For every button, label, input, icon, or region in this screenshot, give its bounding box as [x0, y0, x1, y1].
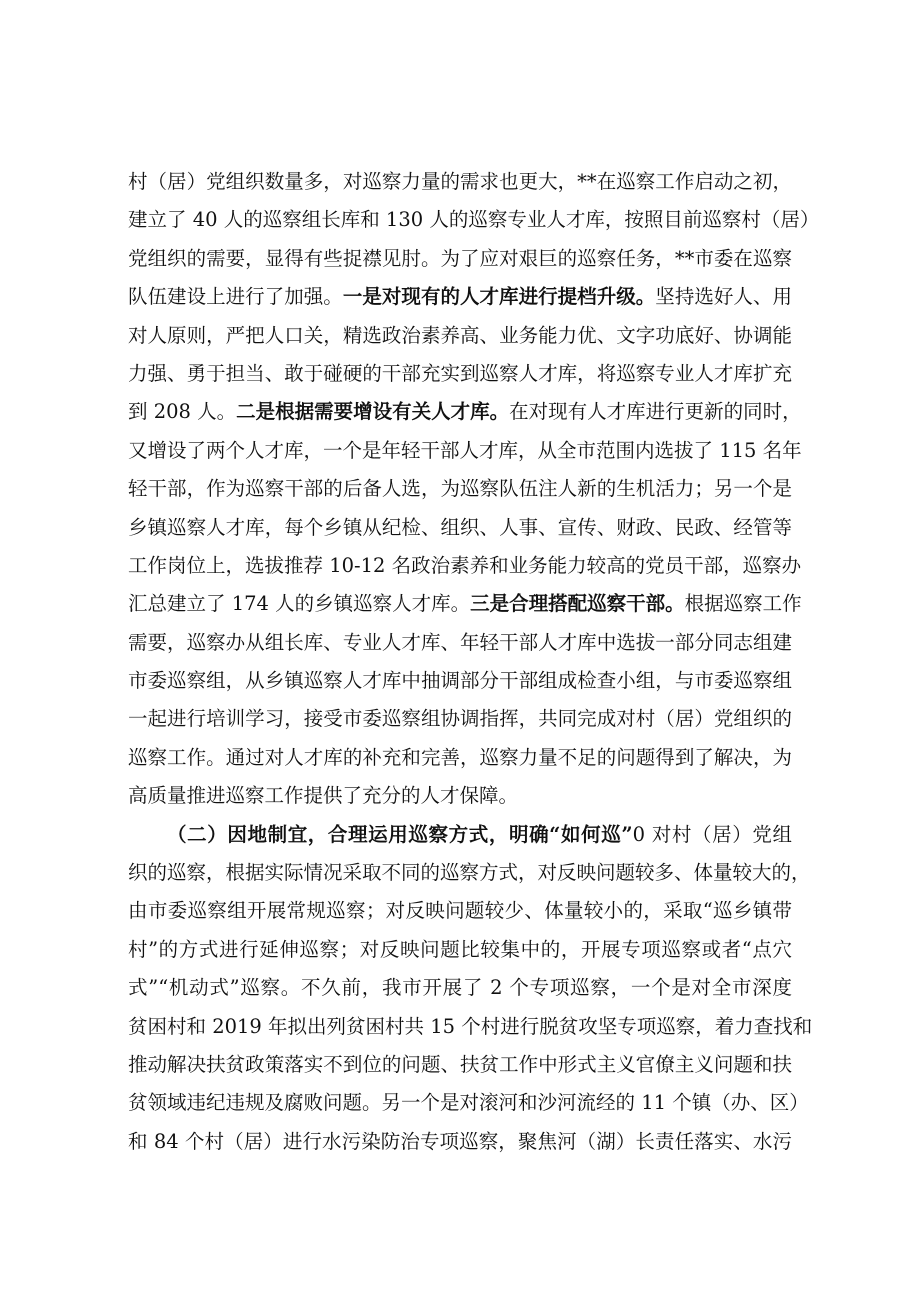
text-line: 式”“机动式”巡察。不久前，我市开展了 2 个专项巡察，一个是对全市深度	[128, 976, 792, 1000]
text-line: 队伍建设上进行了加强。一是对现有的人才库进行提档升级。坚持选好人、用	[128, 285, 792, 309]
text-line: 党组织的需要，显得有些捉襟见肘。为了应对艰巨的巡察任务，**市委在巡察	[128, 246, 792, 270]
text-line: 村（居）党组织数量多，对巡察力量的需求也更大，**在巡察工作启动之初，	[128, 170, 792, 193]
text-line: 轻干部，作为巡察干部的后备人选，为巡察队伍注人新的生机活力；另一个是	[128, 477, 792, 501]
text-line: 市委巡察组，从乡镇巡察人才库中抽调部分干部组成检查小组，与市委巡察组	[128, 669, 792, 693]
bold-heading: 三是合理搭配巡察干部。	[470, 592, 685, 616]
text-line: 到 208 人。二是根据需要增设有关人才库。在对现有人才库进行更新的同时，	[128, 400, 802, 424]
text-line: 一起进行培训学习，接受市委巡察组协调指挥，共同完成对村（居）党组织的	[128, 707, 792, 731]
text-line: 高质量推进巡察工作提供了充分的人才保障。	[128, 784, 519, 808]
text-line: 汇总建立了 174 人的乡镇巡察人才库。三是合理搭配巡察干部。根据巡察工作	[128, 592, 802, 616]
text-line: 贫领域违纪违规及腐败问题。另一个是对滚河和沙河流经的 11 个镇（办、区）	[128, 1091, 809, 1115]
text-line: 对人原则，严把人口关，精选政治素养高、业务能力优、文字功底好、协调能	[128, 323, 792, 347]
text-line: 建立了 40 人的巡察组长库和 130 人的巡察专业人才库，按照目前巡察村（居）	[128, 208, 820, 232]
section-heading-line: （二）因地制宜，合理运用巡察方式，明确“如何巡”0 对村（居）党组	[167, 822, 793, 846]
section-heading: （二）因地制宜，合理运用巡察方式，明确“如何巡”	[167, 822, 633, 846]
text-line: 力强、勇于担当、敢于碰硬的干部充实到巡察人才库，将巡察专业人才库扩充	[128, 361, 792, 385]
bold-heading: 二是根据需要增设有关人才库。	[236, 400, 510, 424]
bold-heading: 一是对现有的人才库进行提档升级。	[342, 285, 656, 309]
text-line: 村”的方式进行延伸巡察；对反映问题比较集中的，开展专项巡察或者“点穴	[128, 937, 792, 961]
text-line: 工作岗位上，选拔推荐 10-12 名政治素养和业务能力较高的党员干部，巡察办	[128, 553, 802, 577]
document-body	[128, 163, 820, 1161]
text-line: 需要，巡察办从组长库、专业人才库、年轻干部人才库中选拔一部分同志组建	[128, 630, 792, 654]
text-line: 乡镇巡察人才库，每个乡镇从纪检、组织、人事、宣传、财政、民政、经管等	[128, 515, 792, 539]
text-line: 织的巡察，根据实际情况采取不同的巡察方式，对反映问题较多、体量较大的，	[128, 861, 811, 885]
text-line: 贫困村和 2019 年拟出列贫困村共 15 个村进行脱贫攻坚专项巡察，着力查找和	[128, 1014, 813, 1038]
text-line: 和 84 个村（居）进行水污染防治专项巡察，聚焦河（湖）长责任落实、水污	[128, 1129, 792, 1153]
text-line: 巡察工作。通过对人才库的补充和完善，巡察力量不足的问题得到了解决，为	[128, 745, 792, 769]
text-line: 由市委巡察组开展常规巡察；对反映问题较少、体量较小的，采取“巡乡镇带	[128, 899, 792, 923]
text-line: 又增设了两个人才库，一个是年轻干部人才库，从全市范围内选拔了 115 名年	[128, 438, 802, 462]
text-line: 推动解决扶贫政策落实不到位的问题、扶贫工作中形式主义官僚主义问题和扶	[128, 1052, 792, 1076]
